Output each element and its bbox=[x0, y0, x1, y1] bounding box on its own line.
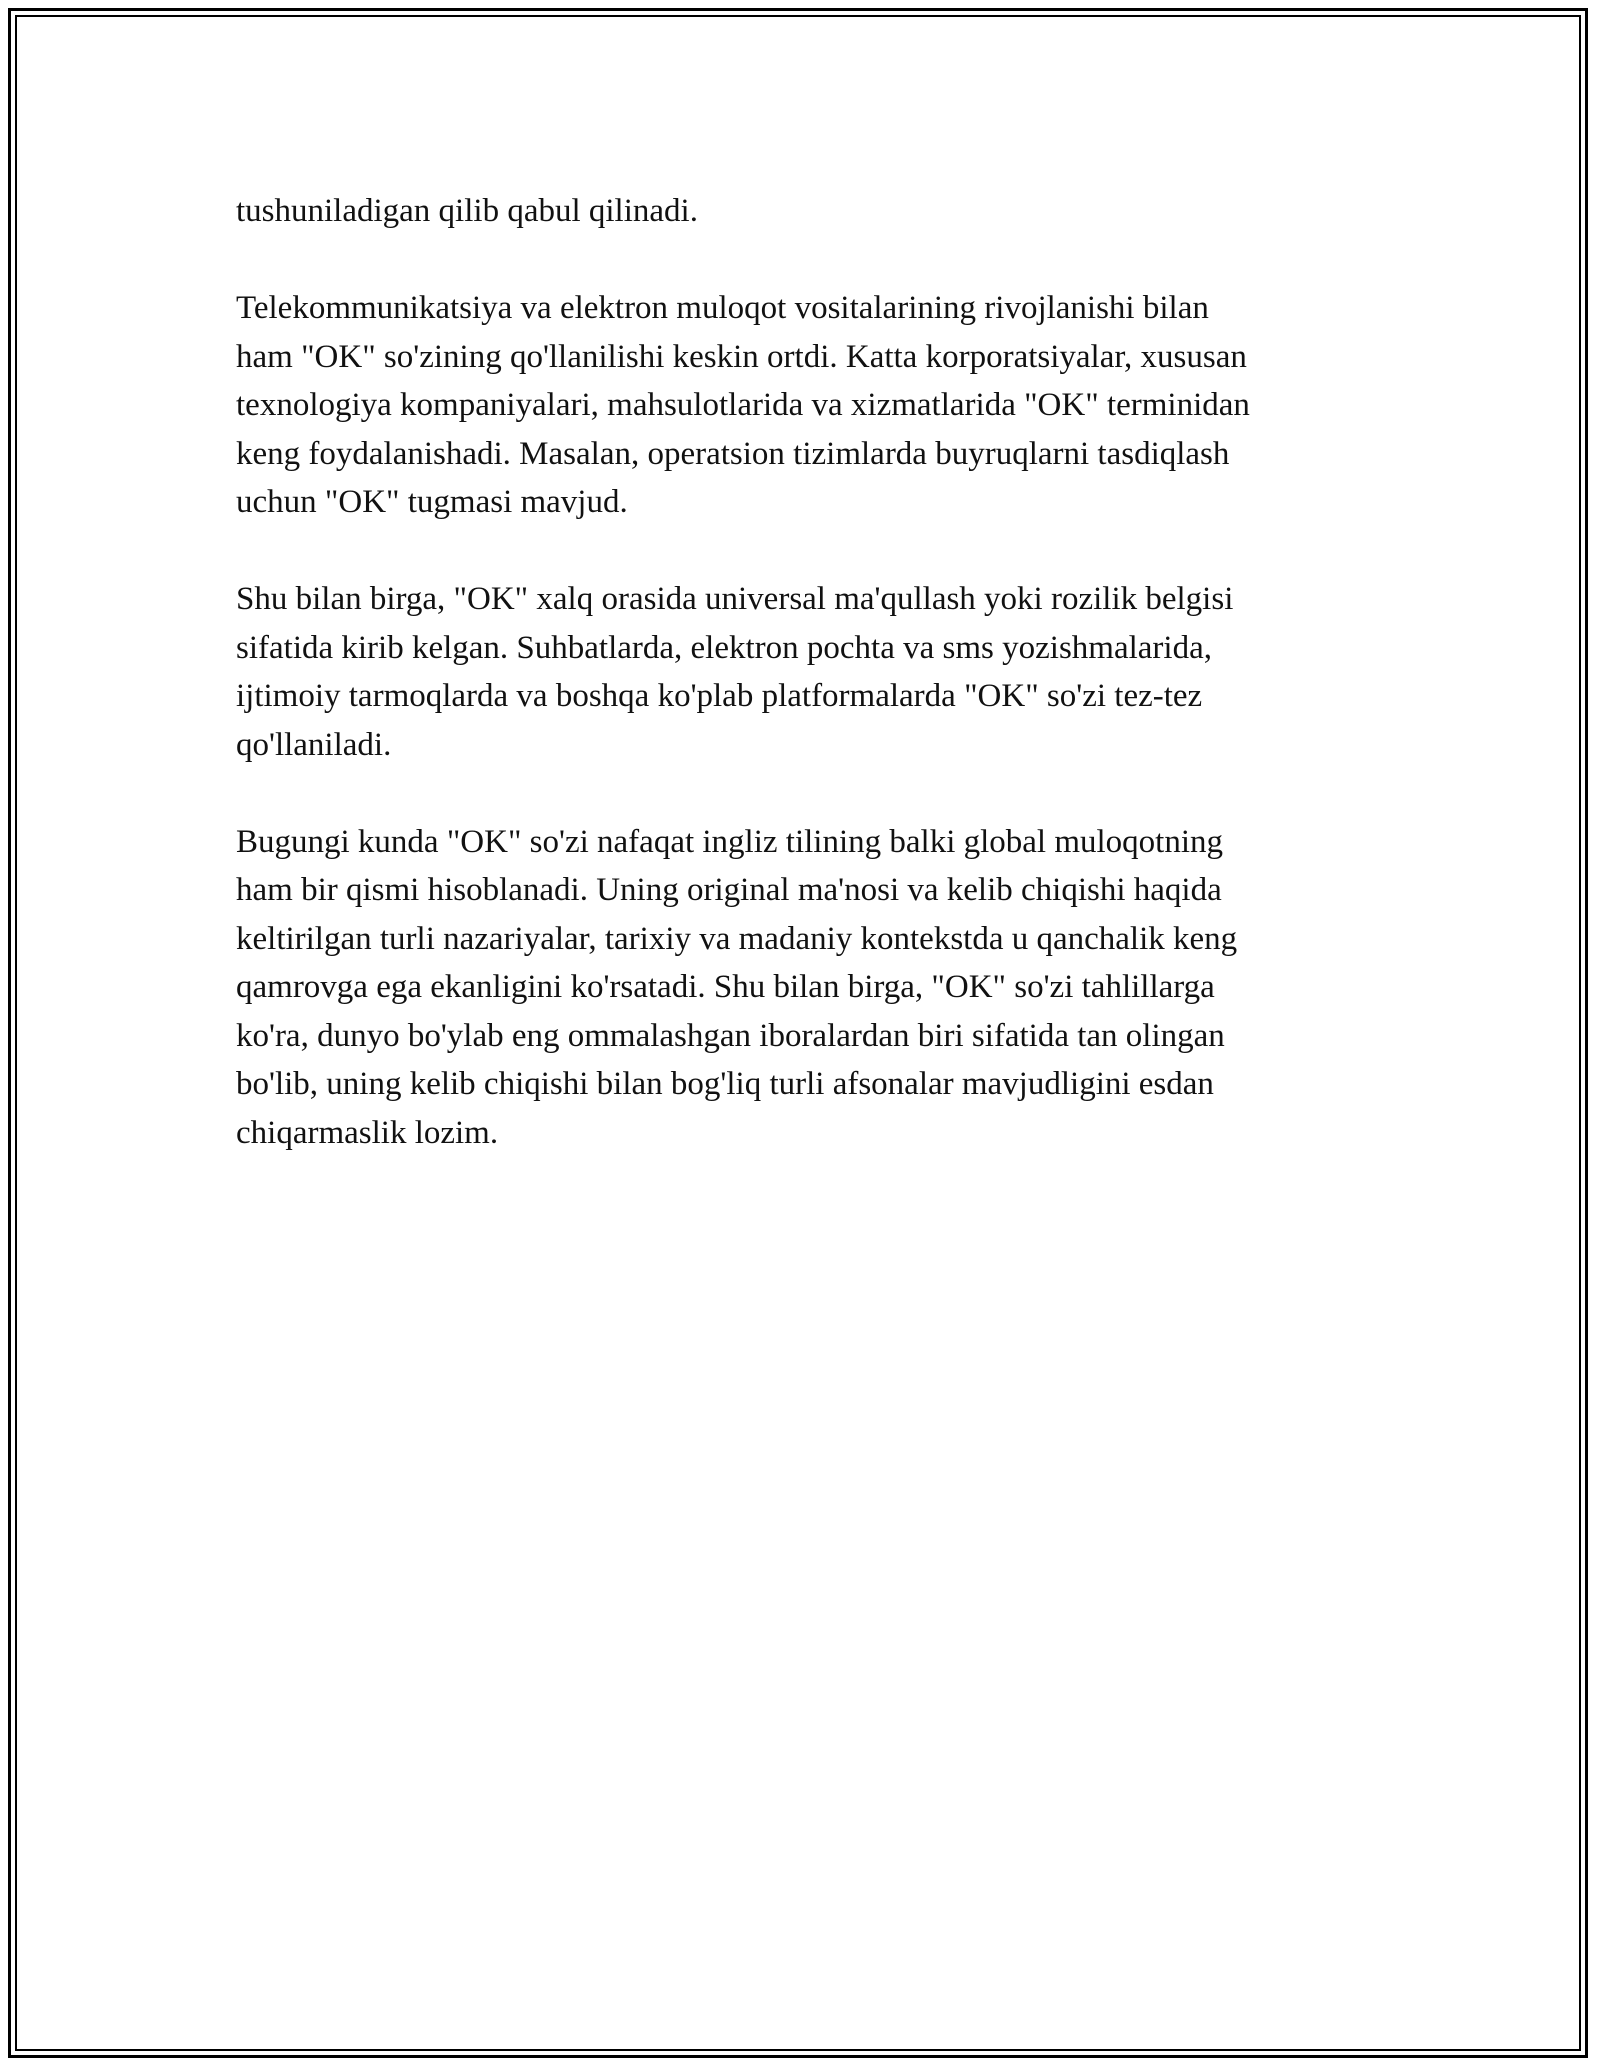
document-body bbox=[236, 187, 1376, 1206]
paragraph-universal-approval: Shu bilan birga, "OK" xalq orasida universal ma'qullash yoki rozilik belgisi sifatida kirib kelgan. Suhbatlarda, elektron pochta va sms yozishmalarida, ijtimoiy tarmoqlarda va boshqa ko'plab platformalarda "OK" so'zi tez-tez qo'llaniladi. bbox=[236, 581, 1234, 763]
paragraph-telecommunications: Telekommunikatsiya va elektron muloqot vositalarining rivojlanishi bilan ham "OK" so'zining qo'llanilishi keskin ortdi. Katta korporatsiyalar, xususan texnologiya kompaniyalari, mahsulotlarida va xizmatlarida "OK" terminidan keng foydalanishadi. Masalan, operatsion tizimlarda buyruqlarni tasdiqlash uchun "OK" tugmasi mavjud. bbox=[236, 290, 1250, 520]
paragraph-continuation: tushuniladigan qilib qabul qilinadi. bbox=[236, 193, 698, 229]
paragraph-global-communication: Bugungi kunda "OK" so'zi nafaqat ingliz tilining balki global muloqotning ham bir qismi hisoblanadi. Uning original ma'nosi va kelib chiqishi haqida keltirilgan turli nazariyalar, tarixiy va madaniy kontekstda u qanchalik keng qamrovga ega ekanligini ko'rsatadi. Shu bilan birga, "OK" so'zi tahlillarga ko'ra, dunyo bo'ylab eng ommalashgan iboralardan biri sifatida tan olingan bo'lib, uning kelib chiqishi bilan bog'liq turli afsonalar mavjudligini esdan chiqarmaslik lozim. bbox=[236, 823, 1238, 1151]
